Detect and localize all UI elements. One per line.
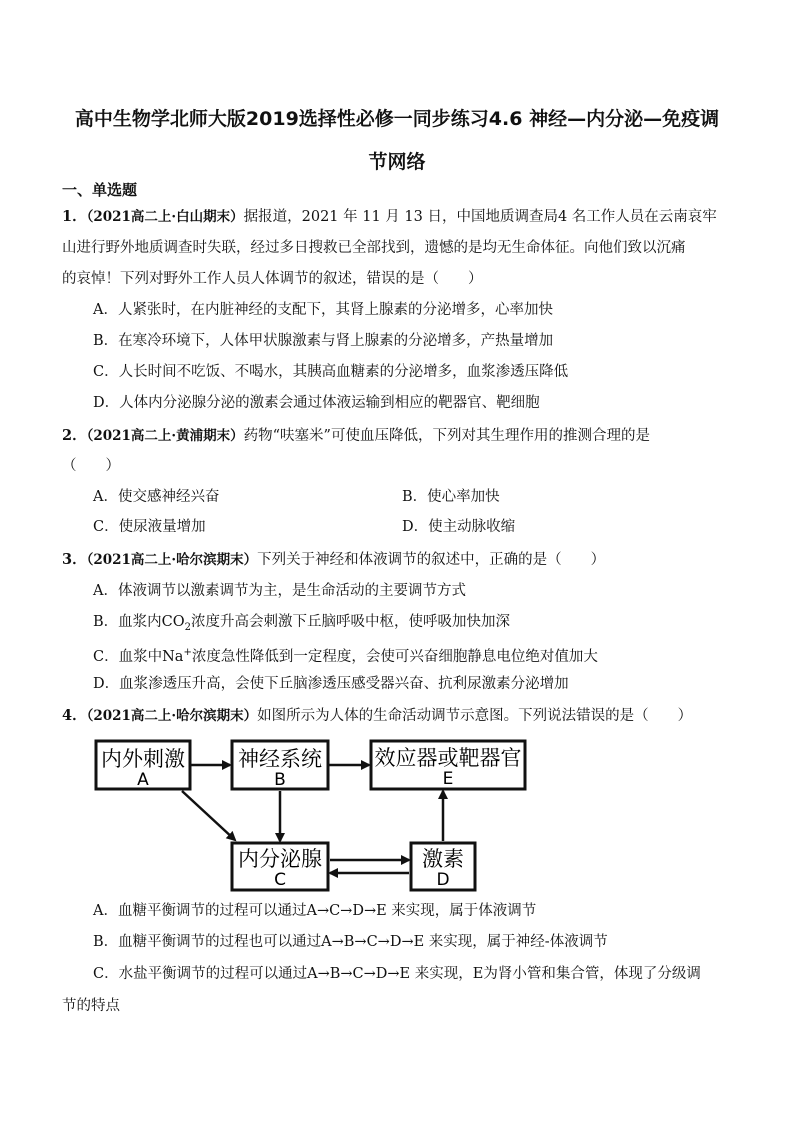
q3-option-d[interactable]: D．血浆渗透压升高，会使下丘脑渗透压感受器兴奋、抗利尿激素分泌增加	[93, 676, 569, 692]
box-a-label: 内外刺激	[101, 747, 185, 771]
box-c-label: 内分泌腺	[238, 847, 322, 871]
box-d-label: 激素	[422, 847, 464, 871]
q2-option-d[interactable]: D．使主动脉收缩	[402, 519, 516, 535]
q2-option-a[interactable]: A．使交感神经兴奋	[93, 489, 220, 505]
q3-option-b-pre: B．血浆内CO	[93, 614, 185, 630]
q1-stem-3: 的哀悼！下列对野外工作人员人体调节的叙述，错误的是（ ）	[62, 271, 483, 287]
q1-stem-1: 据报道，2021 年 11 月 13 日，中国地质调查局4 名工作人员在云南哀牢	[243, 209, 717, 225]
q1-stem-2: 山进行野外地质调查时失联，经过多日搜救已全部找到，遗憾的是均无生命体征。向他们致以沉痛	[62, 240, 686, 256]
box-c-letter: C	[274, 870, 286, 890]
q3-option-b-post: 浓度升高会刺激下丘脑呼吸中枢，使呼吸加快加深	[191, 614, 511, 630]
q3-stem-1: 下列关于神经和体液调节的叙述中，正确的是（ ）	[257, 552, 606, 568]
q2-option-b[interactable]: B．使心率加快	[402, 489, 500, 505]
q4-source: （2021高二上·哈尔滨期末）	[86, 708, 258, 724]
box-e-label: 效应器或靶器官	[374, 746, 522, 770]
q3-source: （2021高二上·哈尔滨期末）	[86, 552, 258, 568]
q1-option-b[interactable]: B．在寒冷环境下，人体甲状腺激素与肾上腺素的分泌增多，产热量增加	[93, 333, 554, 349]
q1-option-c[interactable]: C．人长时间不吃饭、不喝水，其胰高血糖素的分泌增多，血浆渗透压降低	[93, 364, 569, 380]
q3-option-c-post: 浓度急性降低到一定程度，会使可兴奋细胞静息电位绝对值加大	[191, 648, 598, 665]
q1-option-a[interactable]: A．人紧张时，在内脏神经的支配下，其肾上腺素的分泌增多，心率加快	[93, 302, 553, 318]
q4-stem-1: 如图所示为人体的生命活动调节示意图。下列说法错误的是（ ）	[257, 708, 693, 724]
q3-option-c-sup: +	[183, 647, 192, 658]
q4-option-a[interactable]: A．血糖平衡调节的过程可以通过A→C→D→E 来实现，属于体液调节	[93, 903, 537, 919]
q1-source: （2021高二上·白山期末）	[86, 209, 244, 225]
q1-number: 1．	[62, 208, 87, 225]
box-d-letter: D	[436, 870, 450, 890]
box-e-letter: E	[442, 769, 454, 789]
doc-title-line1: 高中生物学北师大版2019选择性必修一同步练习4.6 神经—内分泌—免疫调	[74, 108, 720, 130]
q3-number: 3．	[62, 551, 87, 568]
q2-source: （2021高二上·黄浦期末）	[86, 428, 244, 444]
q2-number: 2．	[62, 427, 87, 444]
arrow-a-c	[182, 791, 235, 840]
box-b-letter: B	[274, 770, 286, 790]
q4-option-c-1[interactable]: C．水盐平衡调节的过程可以通过A→B→C→D→E 来实现，E为肾小管和集合管，体现了分级调	[93, 966, 701, 982]
q3-option-b-sub: 2	[184, 621, 192, 633]
box-a-letter: A	[137, 770, 149, 790]
q4-option-b[interactable]: B．血糖平衡调节的过程也可以通过A→B→C→D→E 来实现，属于神经-体液调节	[93, 934, 608, 950]
q4-option-c-2: 节的特点	[62, 998, 120, 1014]
q3-option-c-pre: C．血浆中Na	[93, 648, 184, 665]
q4-number: 4．	[62, 707, 87, 724]
box-b-label: 神经系统	[238, 747, 322, 771]
q2-stem-1: 药物“呋塞米”可使血压降低，下列对其生理作用的推测合理的是	[243, 428, 650, 444]
q2-option-c[interactable]: C．使尿液量增加	[93, 519, 206, 535]
doc-title-line2: 节网络	[368, 151, 426, 173]
q3-option-a[interactable]: A．体液调节以激素调节为主，是生命活动的主要调节方式	[93, 583, 466, 599]
q2-stem-2: （ ）	[62, 458, 120, 474]
q1-option-d[interactable]: D．人体内分泌腺分泌的激素会通过体液运输到相应的靶器官、靶细胞	[93, 395, 540, 411]
section-heading: 一、单选题	[62, 181, 138, 199]
